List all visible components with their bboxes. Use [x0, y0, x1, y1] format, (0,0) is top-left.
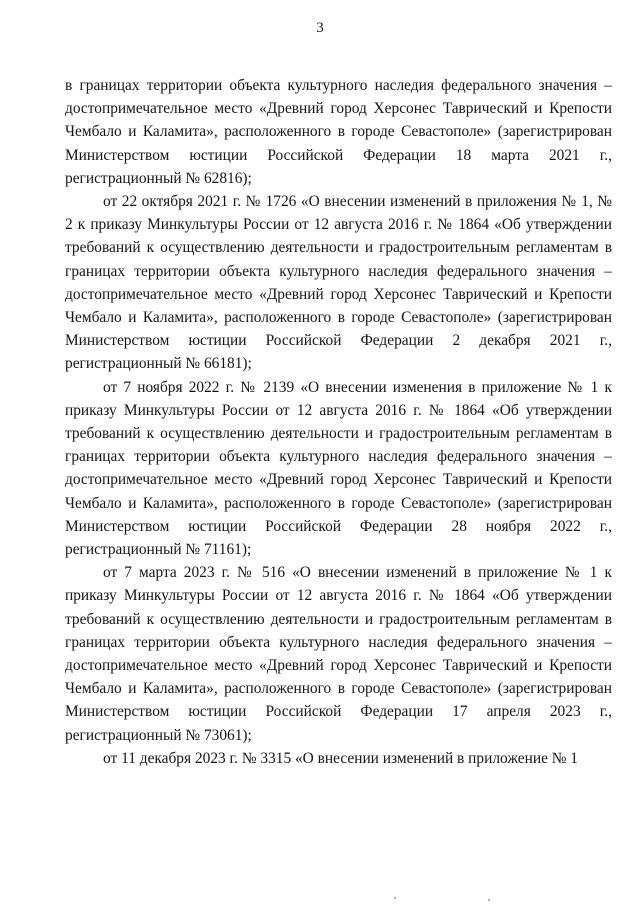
- paragraph-order-3315: от 11 декабря 2023 г. № 3315 «О внесении изменений в приложение № 1: [103, 749, 578, 767]
- scan-speck: [394, 897, 396, 899]
- paragraph-order-516: от 7 марта 2023 г. № 516 «О внесении изменений в приложение № 1 к приказу Минкультуры России от 12 августа 2016 г. № 1864 «Об утверждении требований к осуществлению деятельности и градостроительным регламентам в границах территории объекта культурного наследия федерального значения – достопримечательное место «Древний город Херсонес Таврический и Крепости Чембало и Каламита», расположенного в городе Севастополе» (зарегистрирован Министерством юстиции Российской Федерации 17 апреля 2023 г., регистрационный № 73061);: [65, 564, 612, 744]
- paragraph-order-2139: от 7 ноября 2022 г. № 2139 «О внесении изменения в приложение № 1 к приказу Минкультуры России от 12 августа 2016 г. № 1864 «Об утверждении требований к осуществлению деятельности и градостроительным регламентам в границах территории объекта культурного наследия федерального значения – достопримечательное место «Древний город Херсонес Таврический и Крепости Чембало и Каламита», расположенного в городе Севастополе» (зарегистрирован Министерством юстиции Российской Федерации 28 ноября 2022 г., регистрационный № 71161);: [65, 378, 612, 559]
- document-body: [65, 74, 612, 770]
- paragraph-order-1726: от 22 октября 2021 г. № 1726 «О внесении изменений в приложения № 1, № 2 к приказу Минкультуры России от 12 августа 2016 г. № 1864 «Об утверждении требований к осуществлению деятельности и градостроительным регламентам в границах территории объекта культурного наследия федерального значения – достопримечательное место «Древний город Херсонес Таврический и Крепости Чембало и Каламита», расположенного в городе Севастополе» (зарегистрирован Министерством юстиции Российской Федерации 2 декабря 2021 г., регистрационный № 66181);: [65, 193, 612, 373]
- scan-speck: [488, 899, 490, 901]
- page-number: 3: [316, 20, 324, 36]
- paragraph-continuation: в границах территории объекта культурного наследия федерального значения – достопримечательное место «Древний город Херсонес Таврический и Крепости Чембало и Каламита», расположенного в городе Севастополе» (зарегистрирован Министерством юстиции Российской Федерации 18 марта 2021 г., регистрационный № 62816);: [65, 77, 612, 187]
